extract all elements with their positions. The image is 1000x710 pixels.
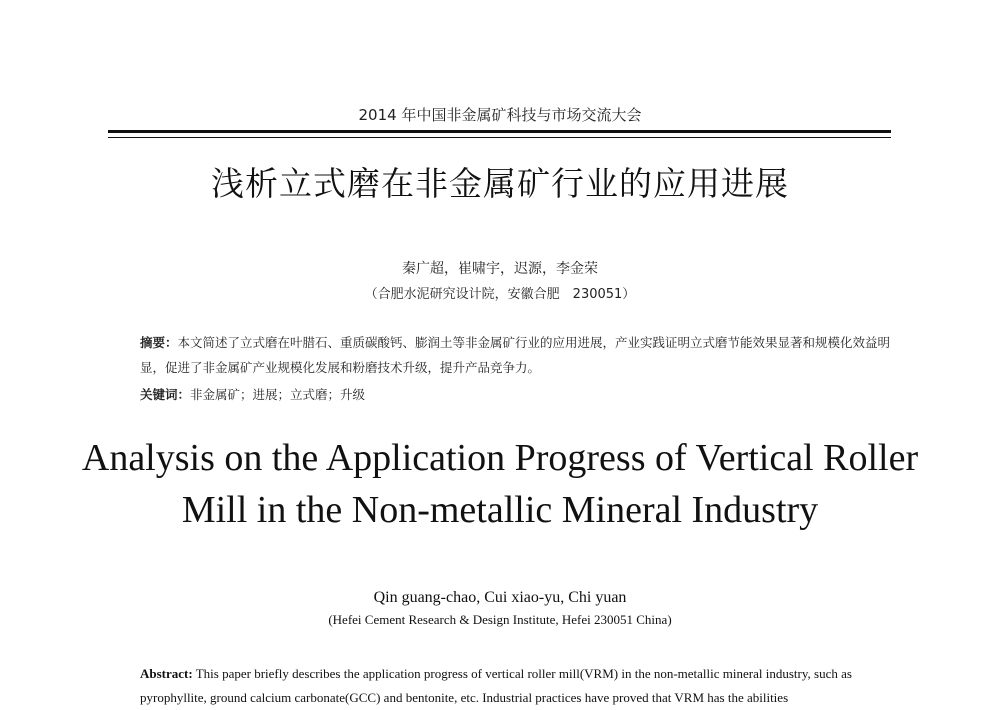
abstract-en-text: This paper briefly describes the application progress of vertical roller mill(VRM) in the non-metallic mineral industry, such as pyrophyllite, ground calcium carbonate(GCC) and bentonite, etc. Industrial practices have proved that VRM has the abilities [140, 666, 852, 705]
keywords-cn [140, 385, 898, 403]
abstract-en-label: Abstract: [140, 666, 193, 681]
affiliation-cn: （合肥水泥研究设计院，安徽合肥 230051） [364, 287, 636, 302]
abstract-cn-text: 本文简述了立式磨在叶腊石、重质碳酸钙、膨润土等非金属矿行业的应用进展，产业实践证明立式磨节能效果显著和规模化效益明显，促进了非金属矿产业规模化发展和粉磨技术升级，提升产品竞争力。 [140, 335, 891, 375]
keywords-cn-text: 非金属矿；进展；立式磨；升级 [190, 387, 366, 402]
abstract-cn-label: 摘要： [140, 335, 178, 350]
paper-title-cn: 浅析立式磨在非金属矿行业的应用进展 [211, 164, 789, 203]
header-rule-thin [108, 137, 891, 138]
paper-title-en [0, 432, 1000, 536]
header-rule-thick [108, 130, 891, 133]
authors-cn: 秦广超，崔啸宇，迟源，李金荣 [402, 261, 598, 277]
paper-title-en-line1: Analysis on the Application Progress of Vertical Roller [81, 437, 919, 479]
abstract-cn [140, 330, 898, 380]
paper-title-en-line2: Mill in the Non-metallic Mineral Industry [181, 489, 819, 531]
authors-en: Qin guang-chao, Cui xiao-yu, Chi yuan [373, 589, 627, 606]
conference-header: 2014 年中国非金属矿科技与市场交流大会 [358, 106, 642, 124]
keywords-cn-label: 关键词： [140, 387, 191, 402]
affiliation-en: (Hefei Cement Research & Design Institute, Hefei 230051 China) [328, 612, 672, 627]
